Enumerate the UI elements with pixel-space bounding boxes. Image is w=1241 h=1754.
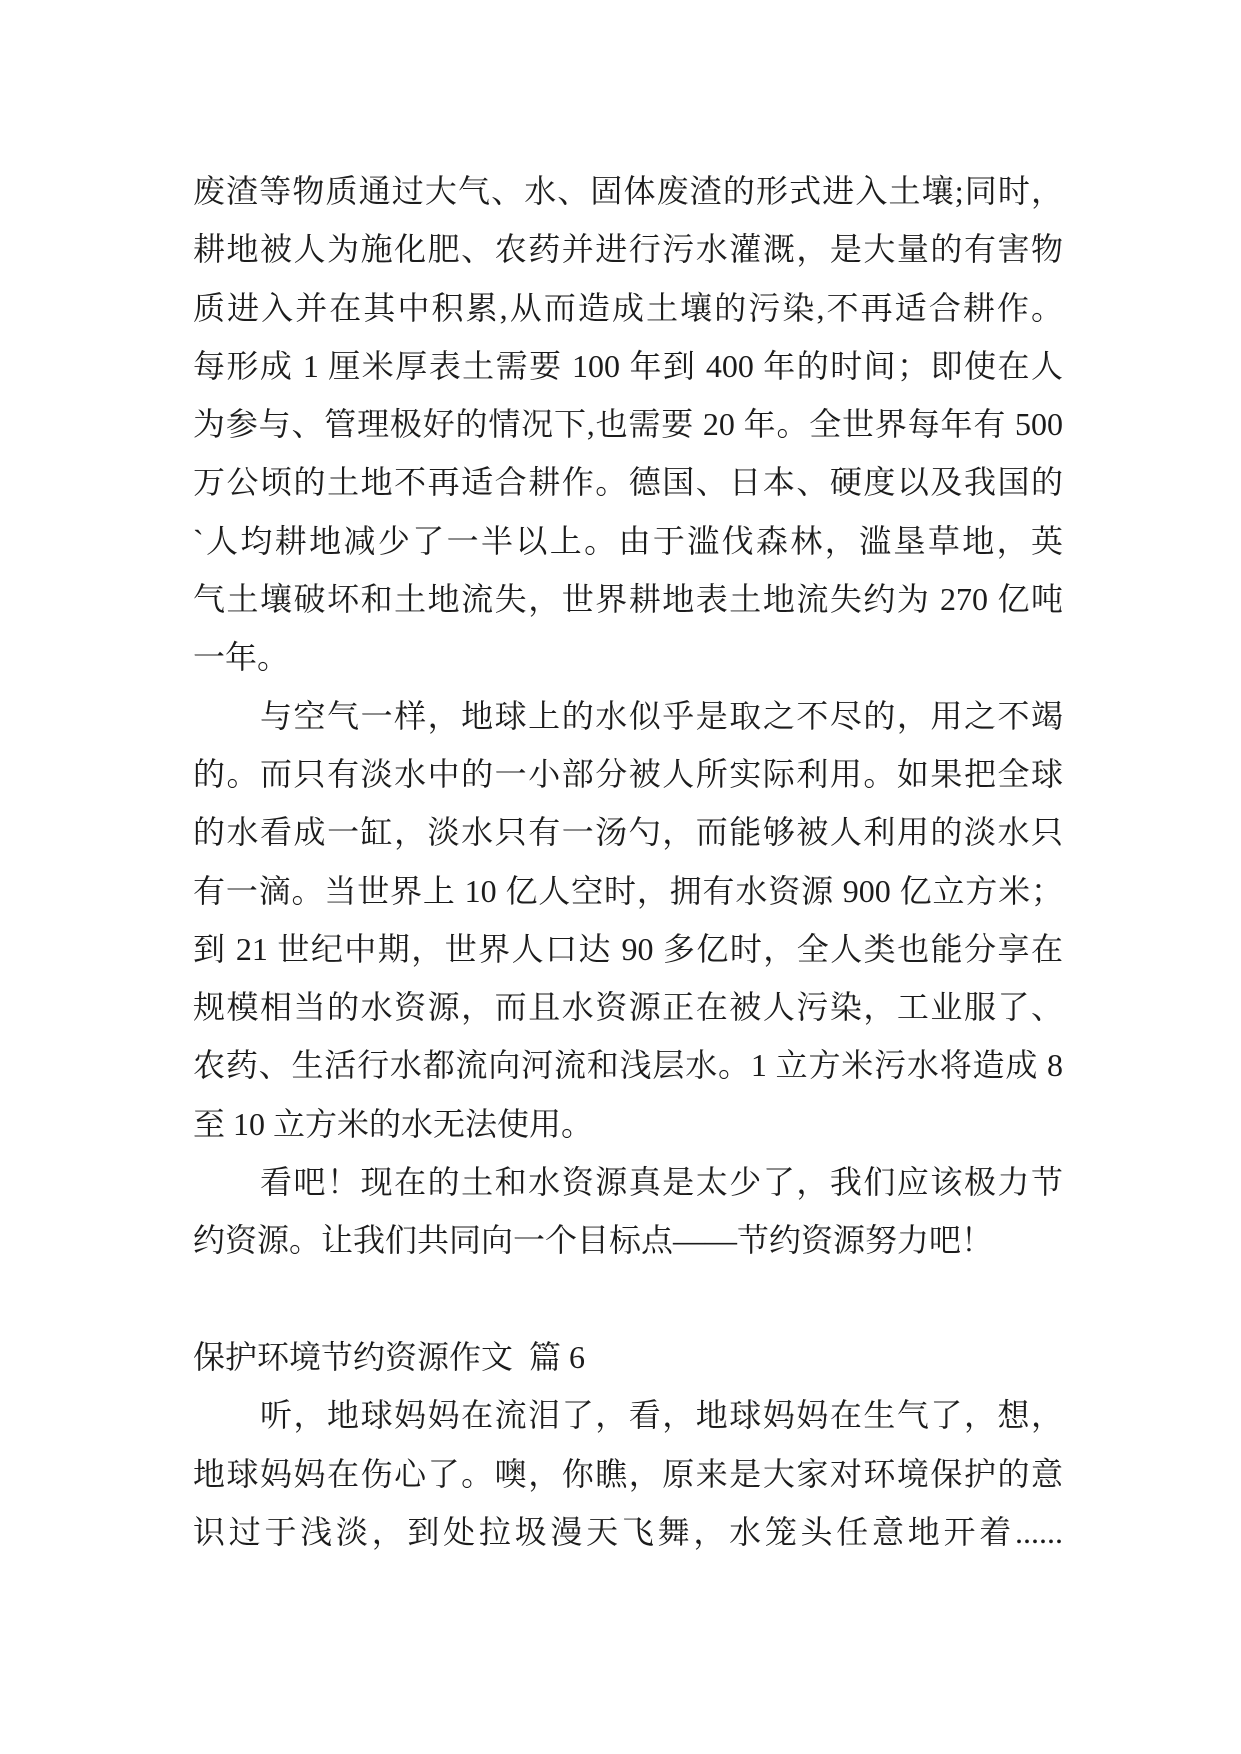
paragraph-1 <box>193 162 1063 687</box>
paragraph-1-line-3: 质进入并在其中积累,从而造成土壤的污染,不再适合耕作。 <box>193 289 1063 326</box>
paragraph-4-line-3: 识过于浅淡，到处拉圾漫天飞舞，水笼头任意地开着...... <box>193 1513 1063 1550</box>
paragraph-1-line-9: 一年。 <box>193 639 290 676</box>
paragraph-2 <box>193 687 1063 1153</box>
paragraph-2-line-4: 有一滴。当世界上 10 亿人空时，拥有水资源 900 亿立方米； <box>193 872 1063 909</box>
paragraph-1-line-1: 废渣等物质通过大气、水、固体废渣的形式进入土壤;同时， <box>193 173 1063 209</box>
paragraph-1-line-4: 每形成 1 厘米厚表土需要 100 年到 400 年的时间；即使在人 <box>193 347 1063 384</box>
paragraph-3-line-1: 看吧！现在的土和水资源真是太少了，我们应该极力节 <box>260 1164 1063 1201</box>
paragraph-2-line-6: 规模相当的水资源，而且水资源正在被人污染，工业服了、 <box>193 989 1063 1026</box>
blank-line <box>193 1270 1063 1328</box>
paragraph-1-line-7: `人均耕地减少了一半以上。由于滥伐森林，滥垦草地，英 <box>193 522 1063 559</box>
paragraph-1-line-8: 气土壤破坏和土地流失，世界耕地表土地流失约为 270 亿吨 <box>193 581 1063 618</box>
paragraph-1-line-6: 万公顷的土地不再适合耕作。德国、日本、硬度以及我国的 <box>193 464 1063 501</box>
paragraph-2-line-1: 与空气一样，地球上的水似乎是取之不尽的，用之不竭 <box>260 697 1063 734</box>
paragraph-2-line-7: 农药、生活行水都流向河流和浅层水。1 立方米污水将造成 8 <box>193 1047 1063 1084</box>
paragraph-4-line-1: 听，地球妈妈在流泪了，看，地球妈妈在生气了，想， <box>260 1397 1063 1434</box>
paragraph-1-line-2: 耕地被人为施化肥、农药并进行污水灌溉，是大量的有害物 <box>193 231 1063 268</box>
paragraph-2-line-3: 的水看成一缸，淡水只有一汤勺，而能够被人利用的淡水只 <box>193 814 1063 851</box>
paragraph-4-line-2: 地球妈妈在伤心了。噢，你瞧，原来是大家对环境保护的意 <box>193 1455 1063 1492</box>
paragraph-3-line-2: 约资源。让我们共同向一个目标点——节约资源努力吧！ <box>193 1222 994 1259</box>
paragraph-2-line-5: 到 21 世纪中期，世界人口达 90 多亿时，全人类也能分享在 <box>193 930 1063 967</box>
paragraph-2-line-8: 至 10 立方米的水无法使用。 <box>193 1105 594 1142</box>
paragraph-2-line-2: 的。而只有淡水中的一小部分被人所实际利用。如果把全球 <box>193 755 1063 792</box>
paragraph-4 <box>193 1386 1063 1561</box>
document-body <box>193 162 1063 1561</box>
paragraph-1-line-5: 为参与、管理极好的情况下,也需要 20 年。全世界每年有 500 <box>193 406 1063 443</box>
section-heading: 保护环境节约资源作文 篇 6 <box>193 1338 586 1375</box>
paragraph-3 <box>193 1153 1063 1270</box>
